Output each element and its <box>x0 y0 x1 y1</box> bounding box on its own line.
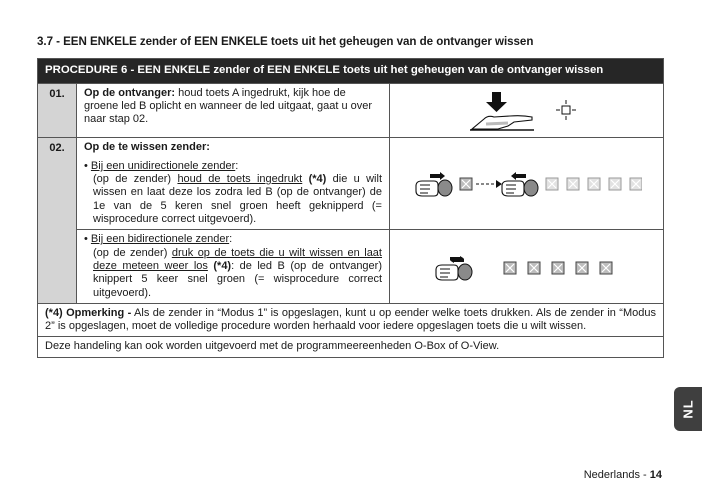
step-illustration <box>390 83 664 137</box>
remote-press-icon <box>416 172 452 196</box>
led-blink-icon <box>609 178 621 190</box>
led-blink-icon <box>504 262 516 274</box>
unidirectional-illustration <box>390 137 664 230</box>
remote-led-blink-sequence <box>412 168 642 198</box>
remote-press-icon <box>502 172 538 196</box>
step-number-cell <box>38 137 77 303</box>
step-lead: Op de te wissen zender: <box>84 140 210 153</box>
note-lead: (*4) Opmerking - <box>45 306 132 319</box>
note-reference: (*4) <box>302 173 327 186</box>
on-transmitter-text: (op de zender) <box>93 246 172 259</box>
section-title: 3.7 - EEN ENKELE zender of EEN ENKELE toets uit het geheugen van de ontvanger wissen <box>37 35 534 48</box>
step-lead: Op de ontvanger: <box>84 86 176 99</box>
led-blink-icon <box>630 178 642 190</box>
step-text <box>77 83 390 137</box>
note-reference: (*4) <box>207 259 232 272</box>
step-row-2b <box>38 230 664 303</box>
dashed-arrow-icon <box>476 180 502 188</box>
step-text <box>77 230 390 303</box>
unidirectional-title: Bij een unidirectionele zender <box>90 159 236 172</box>
unidirectional-rest: die u wilt wissen en laat deze los zodra led B (op de ontvanger) de 1e van de 5 keren snel groen heeft geknipperd (= wisprocedure correct uitgevoerd). <box>93 173 382 226</box>
step-number: 01. <box>49 87 65 100</box>
hold-key-text: houd de toets ingedrukt <box>177 173 303 186</box>
step-body: houd toets A ingedrukt, kijk hoe de groene led B oplicht en wanneer de led uitgaat, gaat u over naar stap 02. <box>84 86 373 126</box>
step-row-2a <box>38 137 664 230</box>
led-blink-icon <box>588 178 600 190</box>
remote-led-blink-sequence <box>432 252 622 282</box>
footer-language: Nederlands - <box>583 469 650 481</box>
led-blink-icon <box>546 178 558 190</box>
page-footer <box>584 469 662 481</box>
note-text: Als de zender in “Modus 1” is opgeslagen, kunt u op eender welke toets drukken. Als de zender in “Modus 2” is opgeslagen, moet de volledige procedure worden herhaald voor iedere opgeslagen toets die u wilt wissen. <box>45 306 656 333</box>
led-blink-icon <box>552 262 564 274</box>
bidirectional-title: Bij een bidirectionele zender <box>90 233 230 246</box>
led-blink-icon <box>460 178 472 190</box>
procedure-table <box>37 58 664 358</box>
note-cell <box>38 303 664 337</box>
colon: : <box>229 233 233 246</box>
led-blink-icon <box>576 262 588 274</box>
bidirectional-illustration <box>390 230 664 303</box>
bullet: • <box>84 233 88 246</box>
procedure-header: PROCEDURE 6 - EEN ENKELE zender of EEN ENKELE toets uit het geheugen van de ontvanger wissen <box>38 59 664 84</box>
procedure-header-row <box>38 59 664 84</box>
finger-press-icon <box>470 116 534 130</box>
unidirectional-instruction <box>84 160 382 226</box>
footnote-row <box>38 337 664 357</box>
bidirectional-rest: : de led B (op de ontvanger) knippert 5 keer snel groen (= wisprocedure correct uitgevoerd). <box>93 259 382 299</box>
press-key-text: druk op de toets die u wilt wissen en laat deze meteen weer los <box>93 246 382 272</box>
language-tab-label: NL <box>680 399 696 419</box>
down-arrow-icon <box>486 92 507 112</box>
step-text <box>77 137 390 230</box>
led-blink-icon <box>567 178 579 190</box>
bullet: • <box>84 159 88 172</box>
footnote-cell: Deze handeling kan ook worden uitgevoerd met de programmeereenheden O-Box of O-View. <box>38 337 664 357</box>
led-off-icon <box>556 100 576 120</box>
led-blink-icon <box>600 262 612 274</box>
page-number: 14 <box>649 469 662 481</box>
remote-press-icon <box>436 256 472 280</box>
bidirectional-instruction <box>84 233 382 299</box>
step-number-cell <box>38 83 77 137</box>
on-transmitter-text: (op de zender) <box>93 173 178 186</box>
step-number: 02. <box>49 141 65 154</box>
colon: : <box>235 159 239 172</box>
step-row-1 <box>38 83 664 137</box>
press-button-led-illustration <box>462 89 592 131</box>
note-row <box>38 303 664 337</box>
language-side-tab <box>674 387 702 431</box>
led-blink-icon <box>528 262 540 274</box>
